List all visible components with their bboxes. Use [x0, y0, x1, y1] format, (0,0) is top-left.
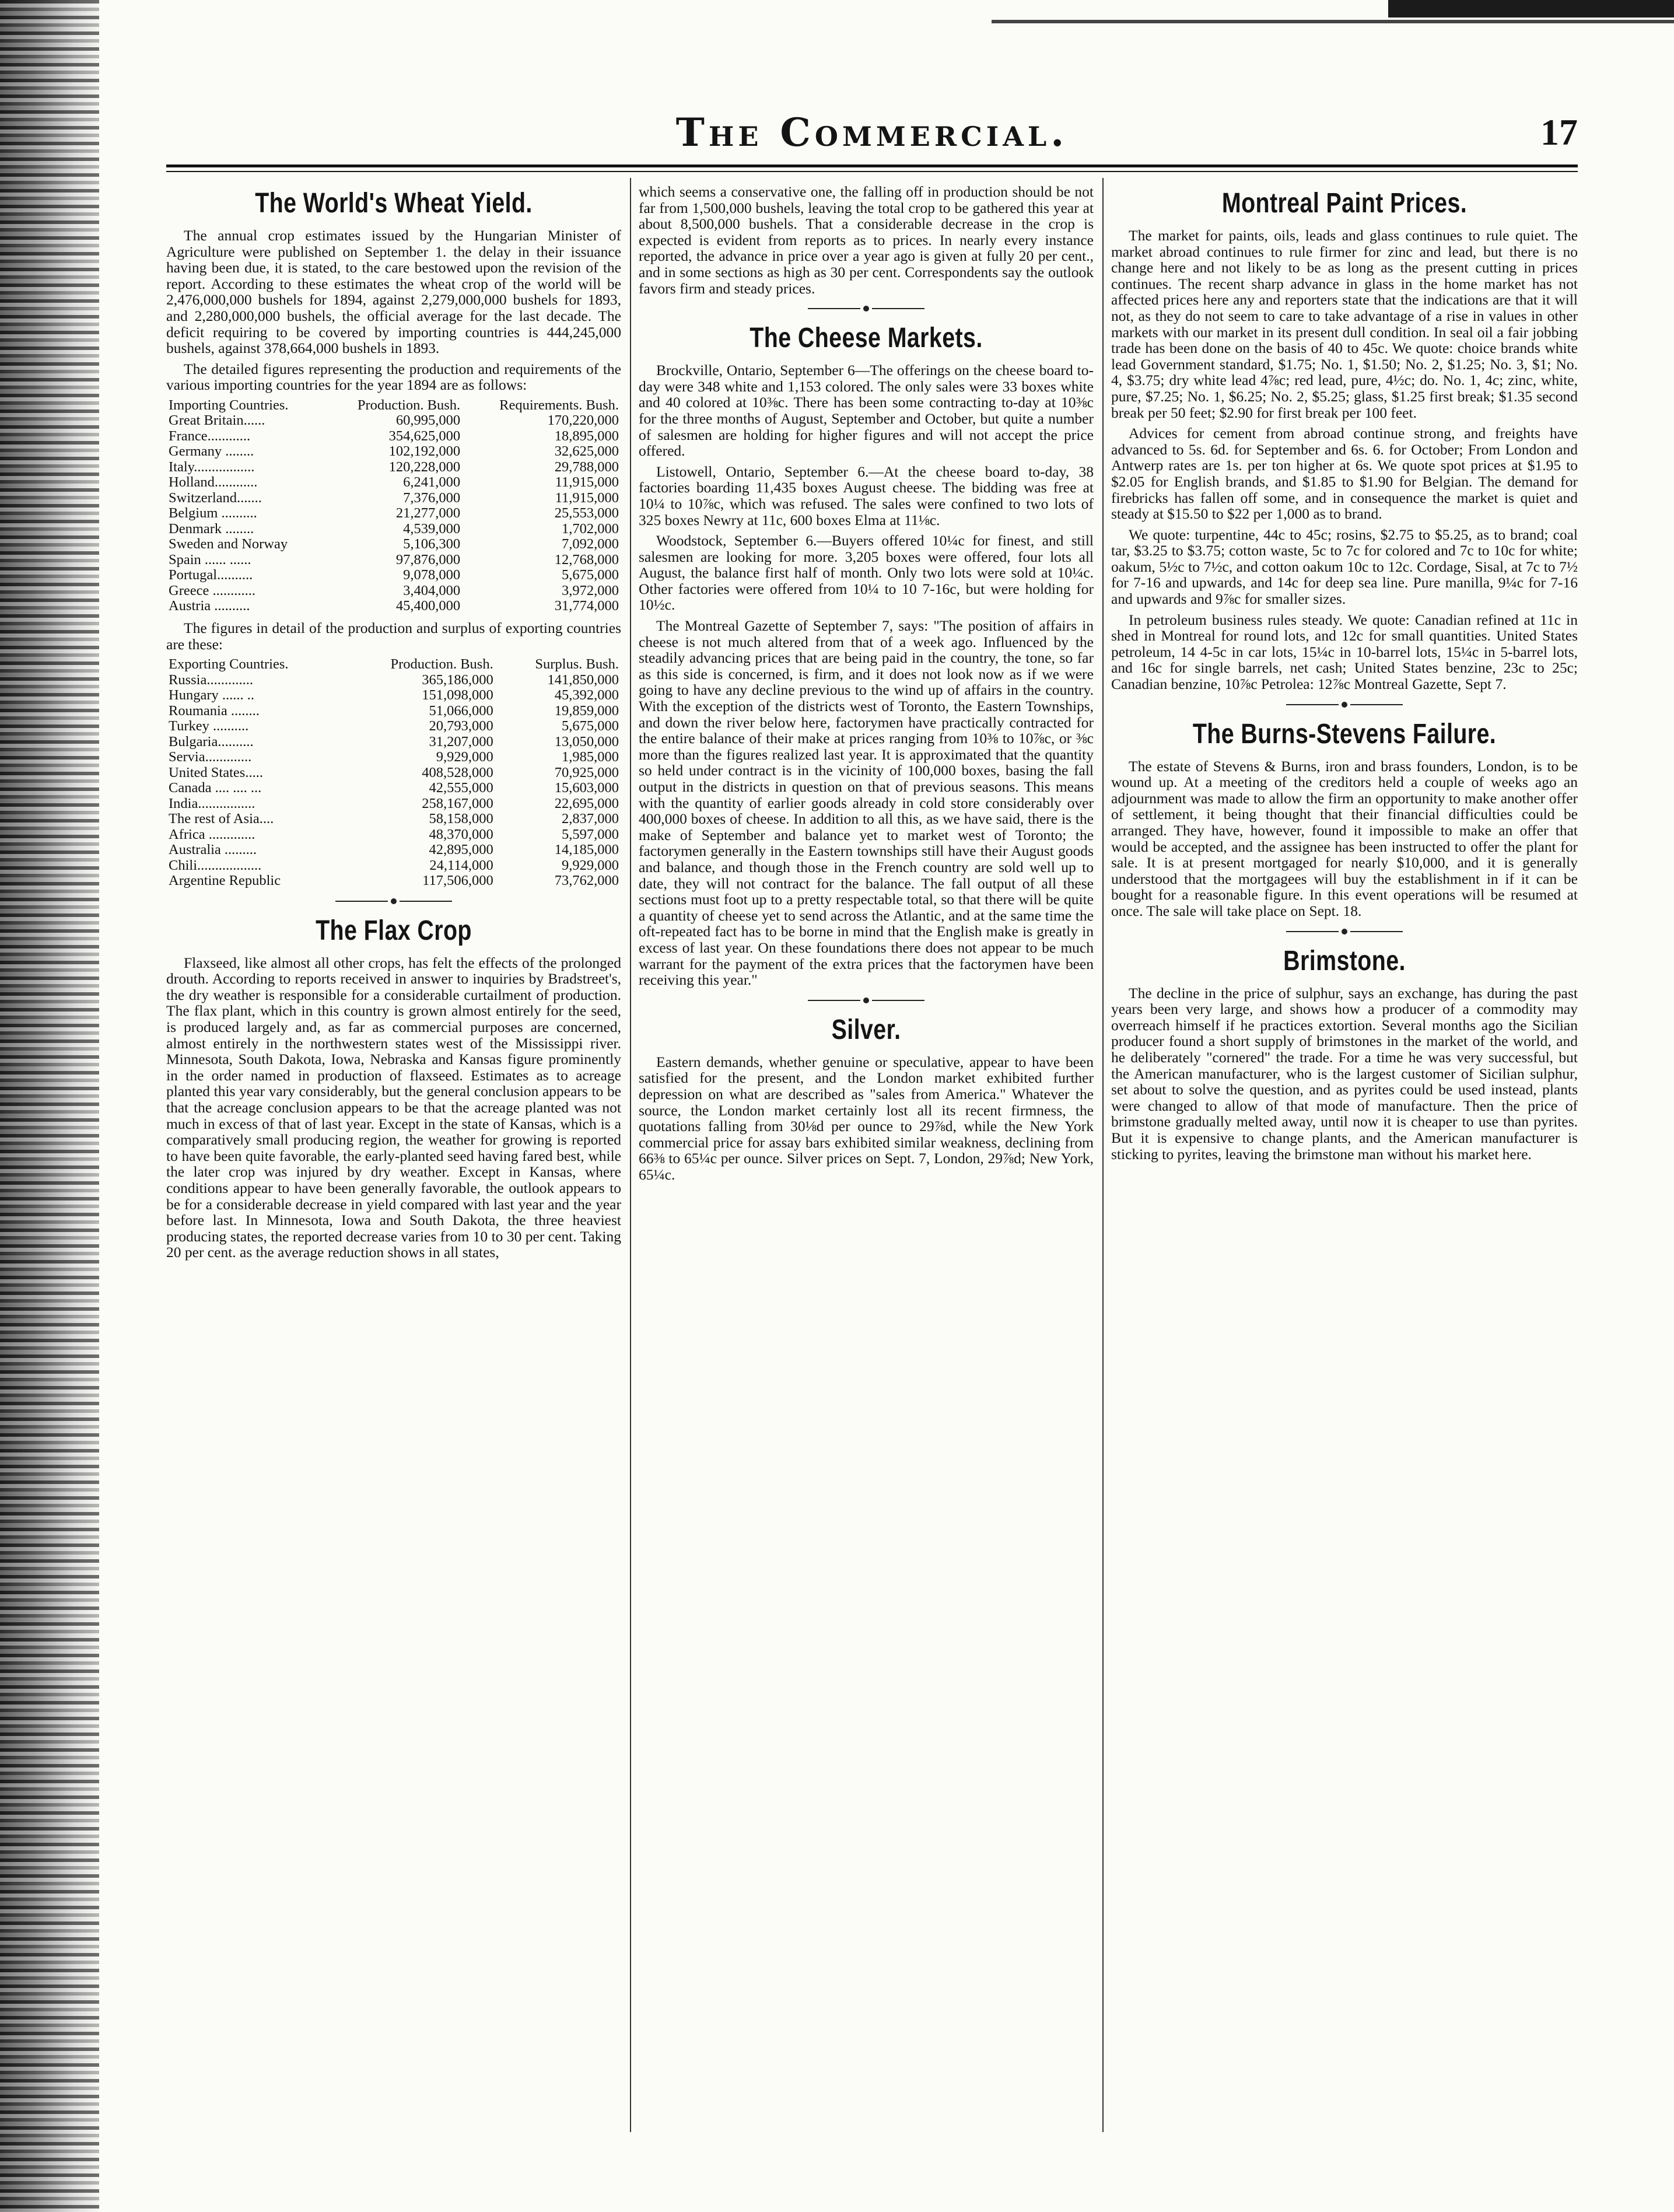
wheat-paragraph-3: The figures in detail of the production and surplus of exporting countries are these: [166, 619, 621, 653]
table-cell-country: Russia............. [169, 671, 253, 688]
table-cell-value: 2,837,000 [562, 811, 619, 827]
article-title-cheese: The Cheese Markets. [750, 323, 983, 354]
table-cell-value: 1,985,000 [562, 749, 619, 765]
table-row [166, 873, 621, 889]
table-cell-production: 20,793,000 [429, 718, 493, 734]
table-cell-country: Turkey .......... [169, 718, 249, 734]
table-row [166, 491, 621, 506]
table-header-row [166, 657, 621, 673]
table-cell-country: Belgium .......... [169, 505, 257, 522]
table-cell-production: 42,895,000 [429, 842, 493, 858]
article-title-burns-stevens: The Burns-Stevens Failure. [1192, 718, 1497, 750]
importing-countries-table [166, 398, 621, 614]
table-cell-production: 48,370,000 [429, 826, 493, 842]
table-cell-value: 15,603,000 [554, 780, 619, 796]
table-cell-production: 9,929,000 [436, 749, 493, 765]
table-row [166, 811, 621, 827]
table-cell-country: Argentine Republic [169, 873, 281, 889]
section-separator [1286, 929, 1403, 935]
section-separator [808, 306, 924, 312]
table-cell-value: 29,788,000 [554, 459, 619, 475]
section-separator [808, 998, 924, 1003]
table-cell-production: 21,277,000 [395, 505, 461, 522]
column-1 [166, 184, 621, 2136]
table-cell-country: Roumania ........ [169, 702, 260, 719]
table-cell-value: 25,553,000 [554, 505, 619, 522]
table-cell-country: Sweden and Norway [169, 536, 288, 552]
table-row [166, 413, 621, 429]
table-cell-value: 9,929,000 [562, 857, 619, 873]
table-row [166, 827, 621, 843]
table-row [166, 429, 621, 444]
exporting-countries-table [166, 657, 621, 889]
table-cell-production: 120,228,000 [388, 459, 461, 475]
table-cell-country: Bulgaria.......... [169, 733, 254, 750]
top-edge-bar [1388, 0, 1674, 18]
table-cell-production: 408,528,000 [422, 764, 493, 780]
table-cell-value: 70,925,000 [554, 764, 619, 780]
table-row [166, 537, 621, 552]
table-cell-production: 151,098,000 [422, 687, 493, 704]
table-row [166, 765, 621, 781]
page-number: 17 [1540, 111, 1578, 153]
masthead-rule-thin [166, 171, 1578, 172]
column-divider [630, 178, 631, 2132]
table-cell-value: 13,050,000 [554, 733, 619, 750]
table-header-row [166, 398, 621, 414]
table-cell-value: 7,092,000 [562, 536, 619, 552]
table-cell-country: India................ [169, 795, 255, 811]
silver-paragraph-1: Eastern demands, whether genuine or speculative, appear to have been satisfied for the present, and the London market exhibited further depression on what are described as "sales from America." Whatever the source, the London market certainly lost all its recent firmness, the quotations falling from 30⅛d per ounce to 29⅞d, while the New York commercial price for assay bars exhibited similar weakness, declining from 66⅜ to 65¼c per ounce. Silver prices on Sept. 7, London, 29⅞d; New York, 65¼c. [639, 1053, 1094, 1183]
table-cell-production: 3,404,000 [403, 582, 461, 598]
table-cell-country: France............ [169, 428, 251, 444]
column-2 [639, 184, 1094, 2136]
column-divider [1102, 178, 1104, 2132]
table-cell-country: Austria .......... [169, 598, 250, 614]
table-row [166, 796, 621, 812]
table-cell-production: 102,192,000 [388, 443, 461, 460]
masthead [166, 105, 1578, 169]
table-cell-production: 60,995,000 [395, 412, 461, 429]
table-cell-country: Africa ............. [169, 826, 255, 842]
table-row [166, 719, 621, 734]
table-cell-production: 51,066,000 [429, 702, 493, 719]
masthead-rule-thick [166, 164, 1578, 167]
table-row [166, 552, 621, 568]
table-cell-production: 45,400,000 [395, 598, 461, 614]
page-binding-edge [0, 0, 99, 2212]
paint-paragraph-3: We quote: turpentine, 44c to 45c; rosins, $2.75 to $5.25, as to brand; coal tar, $3.25 to $3.75; cotton waste, 5c to 7c for colored and 7c to 10c for white; oakum, 5½c to 7½c, and cotton oakum 10c to 12c. Cordage, Sisal, at 7c to 7½ for 7-16 and upwards, and 14c for deep sea line. Pure manilla, 9¼c for 7-16 and upwards and 9⅞c for smaller sizes. [1111, 526, 1578, 608]
table-row [166, 780, 621, 796]
table-cell-production: 354,625,000 [388, 428, 461, 444]
article-title-brimstone: Brimstone. [1283, 945, 1406, 977]
column-3 [1111, 184, 1578, 2136]
flax-continuation: which seems a conservative one, the falling off in production should be not far from 1,500,000 bushels, leaving the total crop to be gathered this year at about 8,500,000 bushels. That a considerable decrease in the crop is expected is evident from reports as to prices. In nearly every instance reported, the advance in price over a year ago is given at fully 20 per cent., and in some sections as high as 30 per cent. Correspondents say the outlook favors firm and steady prices. [639, 184, 1094, 297]
paint-paragraph-2: Advices for cement from abroad continue strong, and freights have advanced to 5s. 6d. for September and 6s. 6. for October; From London and Antwerp rates are 1s. per ton higher at 6s. We quote spot prices at $1.95 to $2.05 for English brands, and $1.85 to $1.90 for Belgian. The demand for firebricks has fallen off some, and in consequence the market is quiet and steady at $15.50 to $22 per 1,000 as to brand. [1111, 425, 1578, 523]
article-title-paint: Montreal Paint Prices. [1221, 188, 1468, 219]
importing-table-body [166, 413, 621, 614]
table-row [166, 734, 621, 750]
brimstone-paragraph-1: The decline in the price of sulphur, says an exchange, has during the past years been very large, and shows how a producer of a commodity may overreach himself if he practices extortion. Several months ago the Sicilian producer found a short supply of brimstones in the market of the world, and he deliberately "cornered" the trade. For a time he was very successful, but the American manufacturer, who is the largest customer of Sicilian sulphur, set about to solve the question, and as pyrites could be used instead, plants were changed to allow of that mode of manufacture. Then the price of brimstone gradually melted away, until now it is cheaper to use than pyrites. But it is expensive to change plants, and the American manufacturer is sticking to pyrites, leaving the brimstone man without his market here. [1111, 984, 1578, 1163]
table-cell-country: Great Britain...... [169, 412, 265, 429]
table-cell-value: 45,392,000 [554, 687, 619, 704]
cheese-paragraph-2: Listowell, Ontario, September 6.—At the cheese board to-day, 38 factories boarding 11,435 boxes August cheese. The bidding was free at 10¼ to 10⅞c, which was refused. The sales were confined to two lots of 325 boxes Newry at 11c, 600 boxes Elma at 11⅛c. [639, 463, 1094, 528]
table-row [166, 598, 621, 614]
table-row [166, 522, 621, 537]
table-cell-value: 1,702,000 [562, 520, 619, 537]
table-header-requirements: Requirements. Bush. [499, 397, 619, 413]
table-cell-country: Germany ........ [169, 443, 254, 460]
table-cell-country: Chili.................. [169, 857, 262, 873]
table-cell-production: 31,207,000 [429, 733, 493, 750]
article-title-flax: The Flax Crop [316, 915, 472, 946]
table-cell-country: Greece ............ [169, 582, 255, 598]
table-cell-value: 12,768,000 [554, 551, 619, 568]
table-cell-production: 6,241,000 [403, 474, 461, 491]
exporting-table-body [166, 673, 621, 889]
table-cell-value: 19,859,000 [554, 702, 619, 719]
table-header-production: Production. Bush. [357, 397, 461, 413]
masthead-title: The Commercial. [675, 110, 1069, 155]
table-cell-value: 3,972,000 [562, 582, 619, 598]
table-cell-value: 5,597,000 [562, 826, 619, 842]
table-cell-value: 73,762,000 [554, 873, 619, 889]
cheese-paragraph-4: The Montreal Gazette of September 7, says: "The position of affairs in cheese is not much altered from that of a week ago. Influenced by the steadily advancing prices that are being paid in the country, the tone, so far as this side is concerned, is firm, and it does not look now as if we were going to have any decline previous to the wind up of affairs in the country. With the exception of the districts west of Toronto, the Eastern Townships, and down the river below here, factorymen have practically contracted for the entire balance of their make at prices ranging from 10⅜ to 10⅞c, or ⅜c more than the figures realized last year. It is approximated that the quantity so held under contract is in the vicinity of 100,000 boxes, basing the fall output in the districts in question on that of previous seasons. This means with the quantity of earlier goods already in cold store considerably over 400,000 boxes of cheese. In addition to all this, as we have said, there is the make of September and balance yet to market west of Toronto; the factorymen generally in the Eastern townships still have their August goods and balance, and though those in the French country are sold well up to date, they will not contract for the balance. The fall output of all these sections must foot up to a pretty respectable total, so that there will be quite a quantity of cheese yet to send across the Atlantic, and at the same time the oft-repeated fact has to be borne in mind that the English make is greatly in excess of last year. On these foundations there does not appear to be much warrant for the payment of the extra prices that the factorymen have been receiving this year." [639, 617, 1094, 989]
table-cell-country: Canada .... .... ... [169, 780, 262, 796]
table-row [166, 750, 621, 765]
table-cell-production: 42,555,000 [429, 780, 493, 796]
table-cell-country: Australia ......... [169, 842, 257, 858]
table-row [166, 475, 621, 491]
table-cell-value: 5,675,000 [562, 718, 619, 734]
table-cell-production: 58,158,000 [429, 811, 493, 827]
flax-paragraph-1: Flaxseed, like almost all other crops, has felt the effects of the prolonged drouth. According to reports received in answer to inquiries by Bradstreet's, the dry weather is responsible for a considerable curtailment of production. The flax plant, which in this country is grown almost entirely for the seed, is produced largely and, as far as commercial purposes are concerned, almost entirely in the northwestern states west of the Mississippi river. Minnesota, South Dakota, Iowa, Nebraska and Kansas figure prominently in the order named in production of flaxseed. Estimates as to acreage planted this year vary considerably, but the general conclusion appears to be that the acreage conclusion appears to be that the acreage planted was not much in excess of that of last year. Except in the state of Kansas, which is a comparatively small producing region, the weather for growing is reported to have been quite favorable, the early-planted seed having fared best, while the later crop was injured by dry weather. Except in Kansas, where conditions appear to have been generally favorable, the outlook appears to be for a considerable decrease in yield compared with last year and the year before last. In Minnesota, Iowa and South Dakota, the three heaviest producing states, the reported decrease varies from 10 to 30 per cent. Taking 20 per cent. as the average reduction shows in all states, [166, 954, 621, 1261]
article-title-wheat: The World's Wheat Yield. [255, 188, 533, 219]
cheese-paragraph-3: Woodstock, September 6.—Buyers offered 10¼c for finest, and still salesmen are looking for more. 3,205 boxes were offered, four lots all August, the balance first half of month. Only two lots were sold at 10¼c. Other factories were offered from 10¼ to 10 7-16c, but were holding for 10½c. [639, 532, 1094, 614]
table-cell-country: Denmark ........ [169, 520, 254, 537]
table-cell-production: 4,539,000 [403, 520, 461, 537]
table-cell-value: 11,915,000 [555, 474, 619, 491]
table-row [166, 704, 621, 719]
table-header-country: Importing Countries. [169, 397, 289, 413]
table-cell-production: 258,167,000 [422, 795, 493, 811]
table-cell-value: 11,915,000 [555, 489, 619, 506]
table-cell-production: 9,078,000 [403, 567, 461, 583]
wheat-paragraph-2: The detailed figures representing the production and requirements of the various importing countries for the year 1894 are as follows: [166, 360, 621, 394]
table-cell-country: United States..... [169, 764, 263, 780]
table-cell-value: 18,895,000 [554, 428, 619, 444]
table-cell-country: Hungary ...... .. [169, 687, 254, 704]
table-header-production: Production. Bush. [390, 656, 493, 673]
table-cell-value: 31,774,000 [554, 598, 619, 614]
table-row [166, 568, 621, 583]
table-cell-production: 24,114,000 [429, 857, 493, 873]
section-separator [335, 898, 452, 904]
burns-paragraph-1: The estate of Stevens & Burns, iron and brass founders, London, is to be wound up. At a meeting of the creditors held a couple of weeks ago an adjournment was made to allow the firm an opportunity to make another offer of settlement, it being thought that their financial difficulties could be arranged. They have, however, found it impossible to make an offer that would be accepted, and the assignee has been instructed to offer the plant for sale. It is at present mortgaged for nearly $10,000, and it is generally understood that the mortgagees will buy the establishment in if it can be bought for a reasonable figure. In this event operations will be resumed at once. The sale will take place on Sept. 18. [1111, 757, 1578, 919]
table-header-country: Exporting Countries. [169, 656, 289, 673]
table-cell-production: 97,876,000 [395, 551, 461, 568]
paint-paragraph-1: The market for paints, oils, leads and glass continues to rule quiet. The market abroad continues to rule firmer for zinc and lead, but there is no change here and not likely to be as long as the present cutting in prices continues. The recent sharp advance in glass in the home market has not affected prices here any and reporters state that the indications are that it will not, as they do not seem to care to take advantage of a rise in values in other markets with our market in its present dull condition. In seal oil a fair jobbing trade has been done on the basis of 40 to 45c. We quote: choice brands white lead Government standard, $1.75; No. 1, $1.50; No. 2, $1.25; No. 3, $1; No. 4, $3.75; dry white lead 4⅞c; red lead, pure, 4½c; do. No. 1, 4c; zinc, white, pure, $7.25; No. 1, $6.25; No. 2, $5.25; glass, $1.25 first break; $1.35 second break per 50 feet; $2.90 for first break per 100 feet. [1111, 227, 1578, 421]
table-row [166, 688, 621, 704]
table-cell-value: 22,695,000 [554, 795, 619, 811]
table-cell-value: 141,850,000 [547, 671, 619, 688]
article-title-silver: Silver. [831, 1014, 901, 1045]
paint-paragraph-4: In petroleum business rules steady. We quote: Canadian refined at 11c in shed in Montreal for round lots, and 12c for small quantities. United States petroleum, 14 4-5c in car lots, 15¼c in 10-barrel lots, 15¼c in 5-barrel lots, and 16c for single barrels, net cash; United States benzine, 23c to 25c; Canadian benzine, 10⅞c Petrolea: 12⅞c Montreal Gazette, Sept 7. [1111, 611, 1578, 693]
table-cell-production: 7,376,000 [403, 489, 461, 506]
table-row [166, 842, 621, 858]
wheat-paragraph-1: The annual crop estimates issued by the Hungarian Minister of Agriculture were published on September 1. the delay in their issuance having been due, it is stated, to the care bestowed upon the revision of the report. According to these estimates the wheat crop of the world will be 2,476,000,000 bushels for 1894, against 2,279,000,000 bushels for 1893, and 2,280,000,000 bushels, the official average for the last decade. The deficit requiring to be covered by importing countries is 444,245,000 bushels, against 378,664,000 bushels in 1893. [166, 227, 621, 357]
table-cell-country: Portugal.......... [169, 567, 253, 583]
table-cell-country: Spain ...... ...... [169, 551, 251, 568]
table-row [166, 444, 621, 460]
table-cell-production: 117,506,000 [422, 873, 493, 889]
table-cell-value: 32,625,000 [554, 443, 619, 460]
top-edge-rule [992, 20, 1674, 23]
table-cell-production: 5,106,300 [403, 536, 461, 552]
table-cell-country: The rest of Asia.... [169, 811, 274, 827]
table-cell-country: Servia............. [169, 749, 252, 765]
cheese-paragraph-1: Brockville, Ontario, September 6—The offerings on the cheese board to-day were 348 white and 1,153 colored. The only sales were 33 boxes white and 40 colored at 10⅜c. There has been some contracting to-day at 10⅜c for the three months of August, September and October, but quite a number of salesmen are holding for higher figures and will not accept the price offered. [639, 362, 1094, 460]
table-cell-country: Holland............ [169, 474, 258, 491]
table-header-surplus: Surplus. Bush. [535, 656, 619, 673]
table-row [166, 460, 621, 475]
section-separator [1286, 702, 1403, 708]
table-row [166, 506, 621, 522]
table-cell-value: 14,185,000 [554, 842, 619, 858]
table-cell-country: Switzerland....... [169, 489, 262, 506]
table-cell-production: 365,186,000 [422, 671, 493, 688]
table-row [166, 583, 621, 599]
table-cell-value: 5,675,000 [562, 567, 619, 583]
table-cell-country: Italy................. [169, 459, 255, 475]
table-row [166, 858, 621, 874]
table-cell-value: 170,220,000 [547, 412, 619, 429]
table-row [166, 673, 621, 688]
